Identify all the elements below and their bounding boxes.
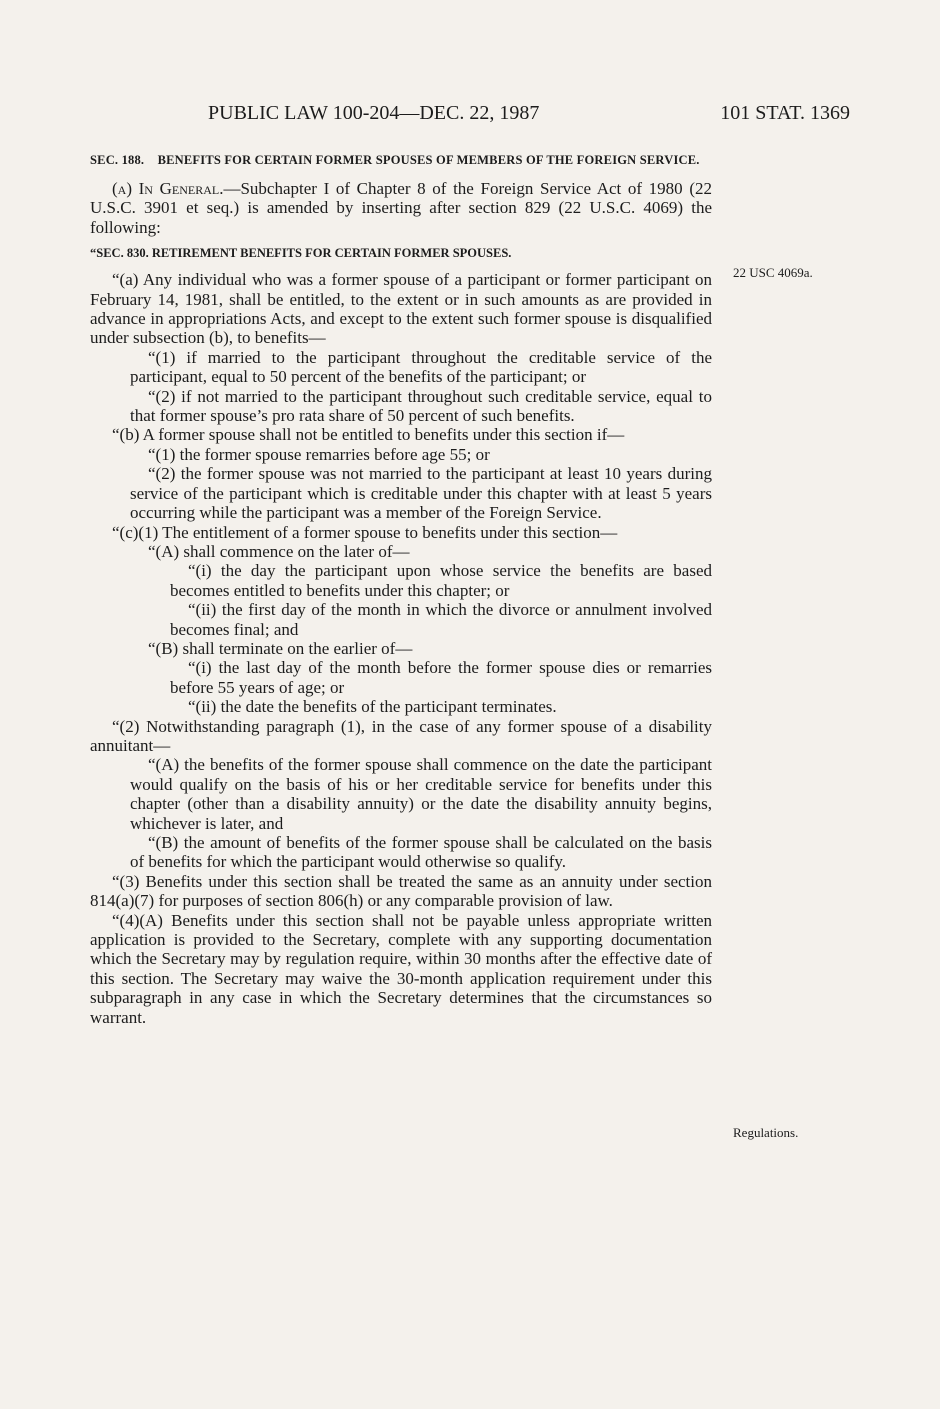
subsection-a-general [90,179,712,237]
paragraph-c-1-A: “(A) shall commence on the later of— [148,541,410,561]
paragraph-c-3: “(3) Benefits under this section shall be treated the same as an annuity under section 814(a)(7) for purposes of section 806(h) or any comparable provision of law. [90,871,712,911]
paragraph-c-4-A: “(4)(A) Benefits under this section shall not be payable unless appropriate written application is provided to the Secretary, complete with any supporting documentation which the Secretary may by regulation require, within 30 months after the effective date of this section. The Secretary may waive the 30-month application requirement under this subparagraph in any case in which the Secretary determines that the circumstances so warrant. [90,910,712,1027]
paragraph-c-1-B-ii: “(ii) the date the benefits of the participant terminates. [188,697,557,717]
paragraph-b-2: “(2) the former spouse was not married to the participant at least 10 years during service of the participant which is creditable under this chapter with at least 5 years occurring while the participant was a member of the Foreign Service. [130,464,712,523]
paragraph-c-1-A-ii: “(ii) the first day of the month in which the divorce or annulment involved becomes final; and [170,600,712,639]
section-heading [90,152,712,169]
section-title: BENEFITS FOR CERTAIN FORMER SPOUSES OF MEMBERS OF THE FOREIGN SERVICE. [157,153,700,167]
subsection-label: (a) In General. [112,179,224,198]
paragraph-c-2-B: “(B) the amount of benefits of the former spouse shall be calculated on the basis of benefits for which the participant would otherwise so qualify. [130,833,712,872]
paragraph-c-2: “(2) Notwithstanding paragraph (1), in the case of any former spouse of a disability annuitant— [90,716,712,755]
running-header [90,102,850,134]
paragraph-a-1: “(1) if married to the participant throughout the creditable service of the participant, equal to 50 percent of the benefits of the participant; or [130,347,712,387]
paragraph-a-2: “(2) if not married to the participant throughout such creditable service, equal to that former spouse’s pro rata share of 50 percent of such benefits. [130,386,712,426]
public-law-citation: PUBLIC LAW 100-204—DEC. 22, 1987 [208,102,540,124]
paragraph-c-1: “(c)(1) The entitlement of a former spouse to benefits under this section— [112,522,618,542]
paragraph-a: “(a) Any individual who was a former spouse of a participant or former participant on February 14, 1981, shall be entitled, to the extent or in such amounts as are provided in advance in appropriations Acts, and except to the extent such former spouse is disqualified under subsection (b), to benefits— [90,270,712,348]
paragraph-c-1-B: “(B) shall terminate on the earlier of— [148,638,413,658]
margin-note-usc: 22 USC 4069a. [733,265,813,280]
margin-note-regulations: Regulations. [733,1125,799,1140]
statute-page-number: 101 STAT. 1369 [720,102,850,124]
section-number: SEC. 188. [90,153,145,167]
sec-830-heading: “SEC. 830. RETIREMENT BENEFITS FOR CERTAIN FORMER SPOUSES. [90,246,512,261]
paragraph-c-1-B-i: “(i) the last day of the month before the former spouse dies or remarries before 55 years of age; or [170,658,712,697]
paragraph-c-1-A-i: “(i) the day the participant upon whose service the benefits are based becomes entitled to benefits under this chapter; or [170,561,712,600]
paragraph-b-1: “(1) the former spouse remarries before age 55; or [148,444,490,464]
paragraph-c-2-A: “(A) the benefits of the former spouse shall commence on the date the participant would qualify on the basis of his or her creditable service for benefits under this chapter (other than a disability annuity) or the date the disability annuity begins, whichever is later, and [130,755,712,833]
paragraph-b: “(b) A former spouse shall not be entitled to benefits under this section if— [112,425,625,445]
document-body [90,152,712,1027]
subsection-text: —Subchapter I of Chapter 8 of the Foreign Service Act of 1980 (22 U.S.C. 3901 et seq.) is amended by inserting after section 829 (22 U.S.C. 4069) the following: [90,179,712,237]
